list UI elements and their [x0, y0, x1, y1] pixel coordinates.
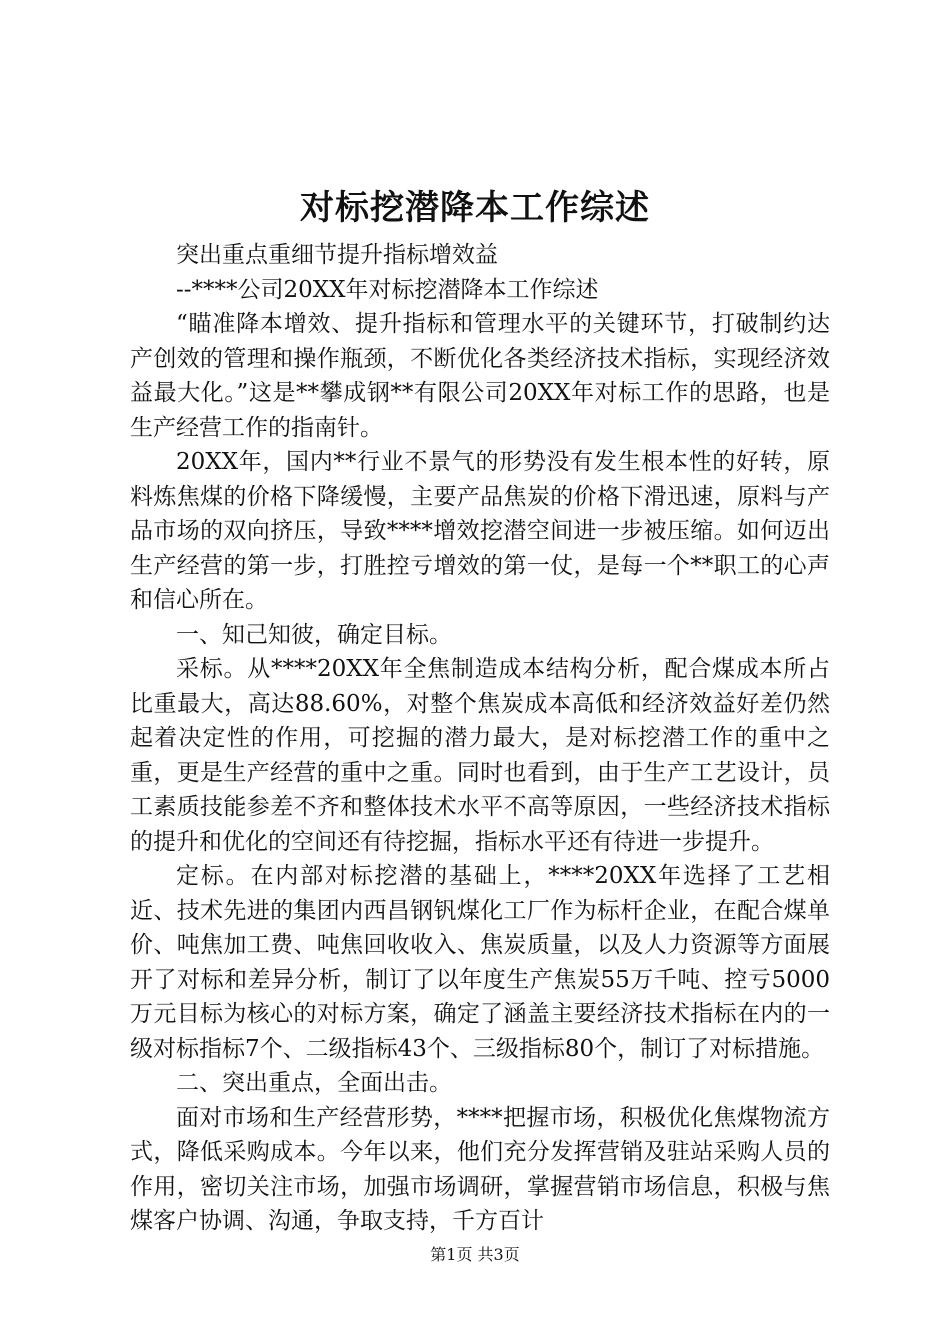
section-heading: 一、知己知彼，确定目标。 [176, 621, 452, 648]
section-heading: 二、突出重点，全面出击。 [176, 1070, 452, 1096]
body-paragraph: 定标。在内部对标挖潜的基础上，****20XX年选择了工艺相近、技术先进的集团内西昌钢钒煤化工厂作为标杆企业，在配合煤单价、吨焦加工费、吨焦回收收入、焦炭质量，以及人力资源等方面展开了对标和差异分析，制订了以年度生产焦炭55万千吨、控亏5000万元目标为核心的对标方案，确定了涵盖主要经济技术指标在内的一级对标指标7个、二级指标43个、三级指标80个，制订了对标措施。 [130, 863, 830, 1062]
byline-paragraph: --****公司20XX年对标挖潜降本工作综述 [176, 276, 599, 303]
subtitle-paragraph: 突出重点重细节提升指标增效益 [176, 242, 498, 268]
body-paragraph: 20XX年，国内**行业不景气的形势没有发生根本性的好转，原料炼焦煤的价格下降缓慢，主要产品焦炭的价格下滑迅速，原料与产品市场的双向挤压，导致****增效挖潜空间进一步被压缩。如何迈出生产经营的第一步，打胜控亏增效的第一仗，是每一个**职工的心声和信心所在。 [130, 449, 830, 613]
body-paragraph: 采标。从****20XX年全焦制造成本结构分析，配合煤成本所占比重最大，高达88.60%，对整个焦炭成本高低和经济效益好差仍然起着决定性的作用，可挖掘的潜力最大，是对标挖潜工作的重中之重，更是生产经营的重中之重。同时也看到，由于生产工艺设计，员工素质技能参差不齐和整体技术水平不高等原因，一些经济技术指标的提升和优化的空间还有待挖掘，指标水平还有待进一步提升。 [130, 656, 830, 855]
body-paragraph: “瞄准降本增效、提升指标和管理水平的关键环节，打破制约达产创效的管理和操作瓶颈，不断优化各类经济技术指标，实现经济效益最大化。”这是**攀成钢**有限公司20XX年对标工作的思路，也是生产经营工作的指南针。 [130, 311, 830, 441]
page-number: 第1页 共3页 [430, 1245, 520, 1264]
body-paragraph: 面对市场和生产经营形势，****把握市场，积极优化焦煤物流方式，降低采购成本。今年以来，他们充分发挥营销及驻站采购人员的作用，密切关注市场，加强市场调研，掌握营销市场信息，积极与焦煤客户协调、沟通，争取支持，千方百计 [130, 1104, 830, 1234]
document-body [130, 238, 830, 1239]
document-title: 对标挖潜降本工作综述 [300, 188, 650, 228]
